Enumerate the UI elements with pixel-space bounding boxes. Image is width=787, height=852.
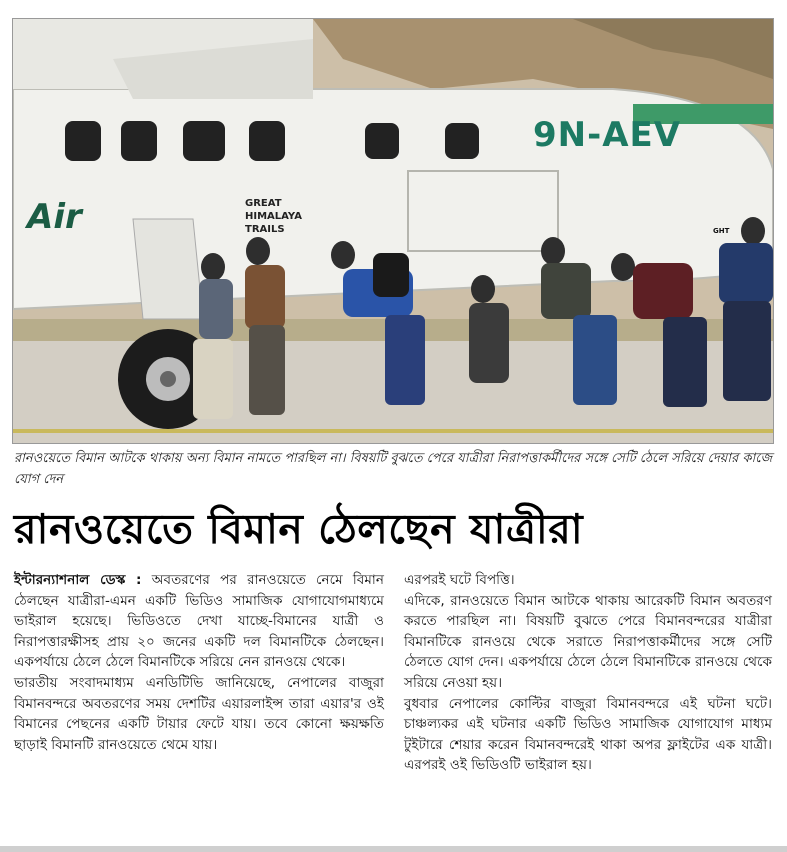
article-paragraph: ভারতীয় সংবাদমাধ্যম এনডিটিভি জানিয়েছে, নেপালের বাজুরা বিমানবন্দরে অবতরণের সময় দেশটির এয়ারলাইন্স তারা এয়ার'র ওই বিমানের পেছনের একটি টায়ার ফেটে যায়। তবে কোনো ক্ষয়ক্ষতি ছাড়াই বিমানটি রানওয়েতে থেমে যায়। <box>14 674 384 753</box>
article-paragraph: এদিকে, রানওয়েতে বিমান আটকে থাকায় আরেকটি বিমান অবতরণ করতে পারছিল না। বিষয়টি বুঝতে পেরে বিমানবন্দরের যাত্রীরা বিমানটিকে রানওয়ে থেকে সরাতে নিরাপত্তাকর্মীদের সঙ্গে সেটি ঠেলতে যোগ দেন। একপর্যায়ে ঠেলে ঠেলে বিমানটিকে রানওয়ে থেকে সরিয়ে নেওয়া হয়। <box>404 592 772 691</box>
photo-caption: রানওয়েতে বিমান আটকে থাকায় অন্য বিমান নামতে পারছিল না। বিষয়টি বুঝতে পেরে যাত্রীরা নিরাপত্তাকর্মীদের সঙ্গে সেটি ঠেলে সরিয়ে দেয়ার কাজে যোগ দেন <box>14 451 773 487</box>
livery-line: TRAILS <box>245 224 285 235</box>
article-paragraph: এরপরই ঘটে বিপত্তি। <box>404 572 515 588</box>
livery-text <box>245 197 302 236</box>
headline: রানওয়েতে বিমান ঠেলছেন যাত্রীরা <box>14 505 584 553</box>
airplane-illustration <box>13 19 773 443</box>
paragraph-text: অবতরণের পর রানওয়েতে নেমে বিমান ঠেলছেন যাত্রীরা-এমন একটি ভিডিও সামাজিক যোগাযোগমাধ্যমে ভাইরাল হয়েছে। ভিডিওতে দেখা যাচ্ছে-বিমানের যাত্রী ও নিরাপত্তারক্ষীসহ প্রায় ২০ জনের একটি দল বিমানটিকে ঠেলছেন। একপর্যায়ে ঠেলে ঠেলে বিমানটিকে সরিয়ে নেন রানওয়ে থেকে। <box>14 572 384 671</box>
article-paragraph <box>14 570 384 673</box>
bottom-divider <box>0 846 787 852</box>
news-photo <box>12 18 774 444</box>
ght-logo-text: GHT <box>713 227 730 235</box>
livery-line: GREAT <box>245 198 282 209</box>
aircraft-registration: 9N-AEV <box>533 115 682 155</box>
dateline: ইন্টারন্যাশনাল ডেস্ক : <box>14 572 142 588</box>
article-column-right <box>404 570 772 776</box>
airline-brand: Air <box>27 197 82 237</box>
article-column-left <box>14 570 384 755</box>
article-paragraph: বুধবার নেপালের কোল্টির বাজুরা বিমানবন্দরে এই ঘটনা ঘটে। চাঞ্চল্যকর এই ঘটনার একটি ভিডিও সামাজিক যোগাযোগ মাধ্যম টুইটারে শেয়ার করেন বিমানবন্দরেই থাকা অপর ফ্লাইটের এক যাত্রী। এরপরই ওই ভিডিওটি ভাইরাল হয়। <box>404 695 772 774</box>
livery-line: HIMALAYA <box>245 211 302 222</box>
